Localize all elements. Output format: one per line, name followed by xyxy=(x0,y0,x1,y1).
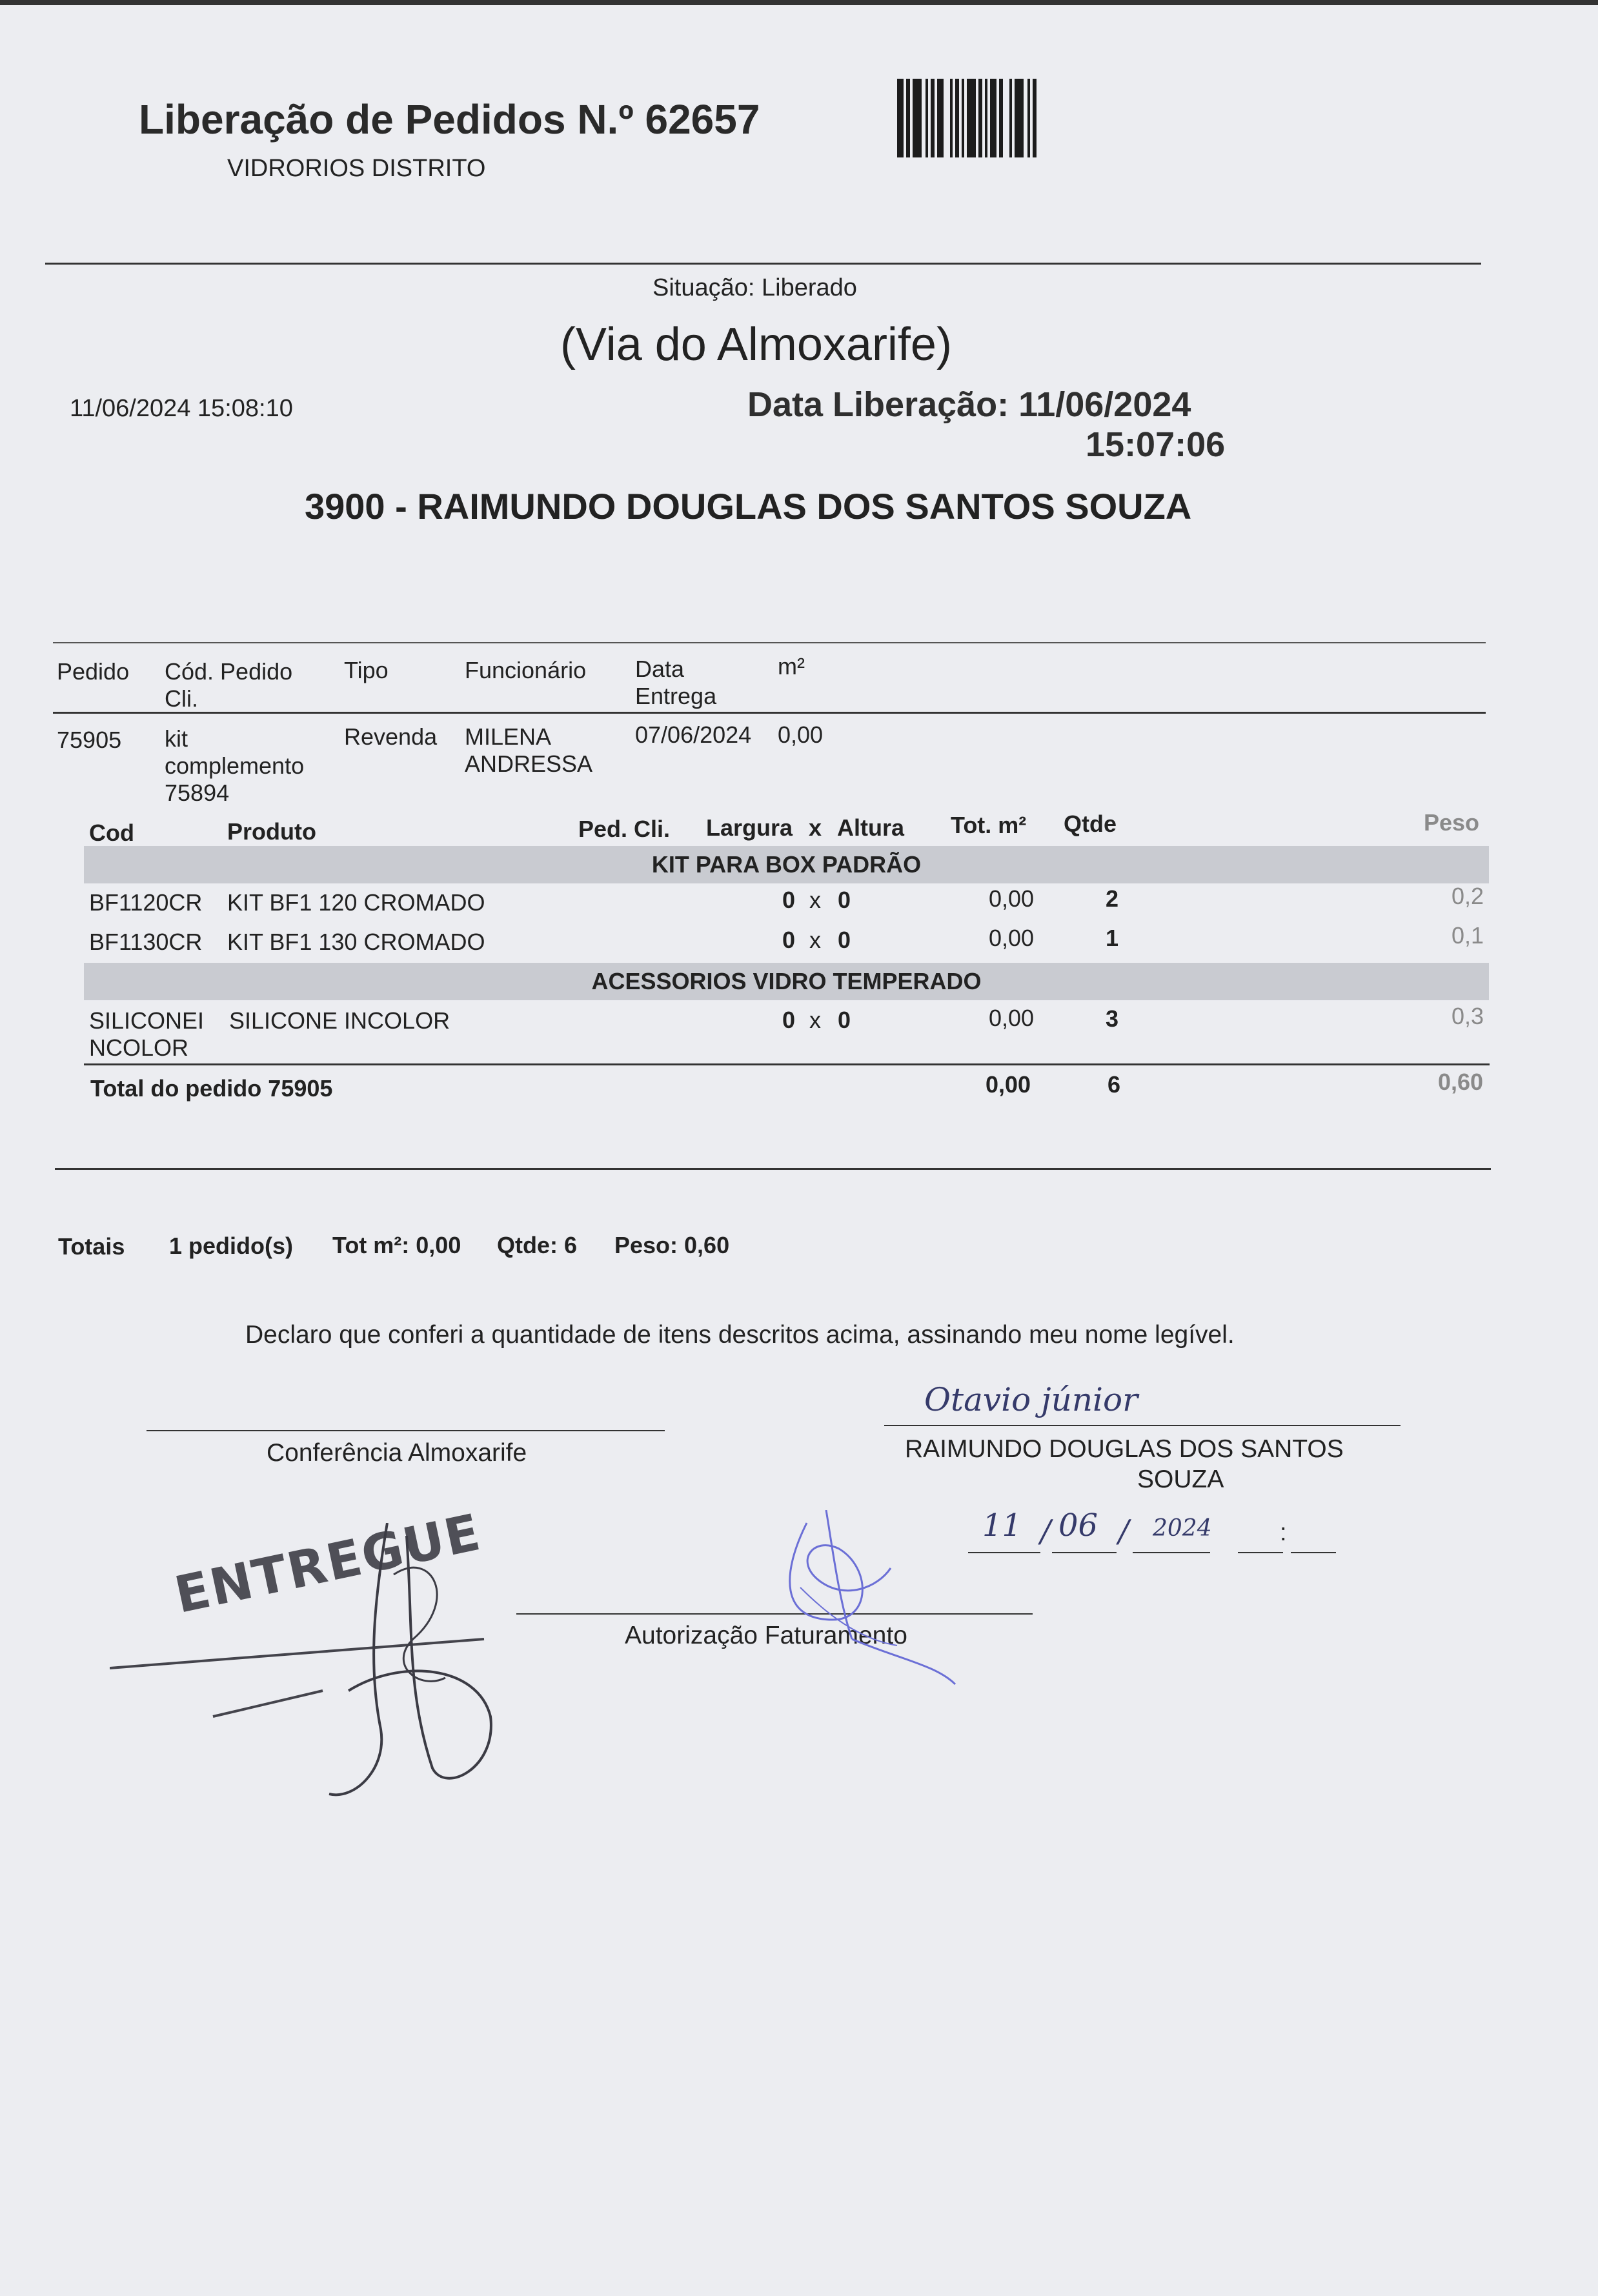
col-header-m2: m² xyxy=(778,653,805,680)
item-cod: BF1130CR xyxy=(89,929,203,955)
col-header-cod-pedido: Cód. Pedido xyxy=(165,658,293,685)
order-total-m2: 0,00 xyxy=(986,1071,1031,1098)
items-header-produto: Produto xyxy=(227,818,316,845)
time-line-minute xyxy=(1291,1552,1336,1553)
col-header-tipo: Tipo xyxy=(344,657,389,683)
handwritten-day: 11 xyxy=(982,1507,1022,1544)
items-header-peso: Peso xyxy=(1424,809,1480,836)
date-line-month xyxy=(1052,1552,1117,1553)
barcode-bar xyxy=(978,79,982,157)
col-header-entrega: Entrega xyxy=(635,683,717,709)
conferencia-label: Conferência Almoxarife xyxy=(267,1439,527,1467)
items-header-largura: Largura xyxy=(706,814,793,841)
barcode-bar xyxy=(906,79,910,157)
items-header-cod: Cod xyxy=(89,820,134,846)
barcode-bar xyxy=(955,79,959,157)
time-line-hour xyxy=(1238,1552,1283,1553)
totals-qtde: Qtde: 6 xyxy=(497,1232,578,1258)
barcode xyxy=(896,79,1149,159)
company-name: VIDRORIOS DISTRITO xyxy=(227,155,486,182)
customer-name-line2: SOUZA xyxy=(1137,1465,1224,1493)
barcode-bar xyxy=(1027,79,1030,157)
signature-line-customer xyxy=(884,1425,1401,1426)
barcode-bar xyxy=(925,79,928,157)
barcode-bar xyxy=(950,79,953,157)
date-separator: / xyxy=(1118,1513,1129,1549)
totals-orders: 1 pedido(s) xyxy=(169,1233,294,1259)
date-separator: / xyxy=(1040,1513,1051,1549)
barcode-bar xyxy=(1009,79,1012,157)
order-client-code: kit xyxy=(165,725,188,752)
order-m2: 0,00 xyxy=(778,721,824,748)
item-cod: SILICONEI xyxy=(89,1007,205,1034)
item-tot-m2: 0,00 xyxy=(989,885,1035,912)
delivery-signature-scribble xyxy=(110,1523,510,1820)
time-separator: : xyxy=(1280,1519,1287,1546)
orders-header-divider xyxy=(53,712,1486,714)
delivered-stamp: ENTREGUE xyxy=(170,1503,487,1625)
item-qtde: 3 xyxy=(1106,1005,1119,1032)
totals-label: Totais xyxy=(58,1233,125,1260)
header-divider xyxy=(45,263,1481,265)
col-header-funcionario: Funcionário xyxy=(465,657,587,683)
handwritten-month: 06 xyxy=(1058,1507,1098,1544)
item-peso: 0,1 xyxy=(1451,922,1484,949)
orders-table-top-border xyxy=(53,642,1486,643)
item-qtde: 1 xyxy=(1106,925,1119,951)
barcode-bar xyxy=(1015,79,1024,157)
barcode-bar xyxy=(967,79,976,157)
authorization-signature-scribble xyxy=(742,1510,968,1697)
order-employee-2: ANDRESSA xyxy=(465,750,593,777)
item-produto: KIT BF1 120 CROMADO xyxy=(227,889,485,916)
item-largura: 0 xyxy=(782,887,796,913)
item-tot-m2: 0,00 xyxy=(989,925,1035,951)
copy-label: (Via do Almoxarife) xyxy=(560,319,952,370)
barcode-bar xyxy=(962,79,964,157)
barcode-bar xyxy=(999,79,1003,157)
col-header-cod-pedido-2: Cli. xyxy=(165,685,198,712)
barcode-bar xyxy=(937,79,944,157)
item-altura: 0 xyxy=(838,887,851,913)
signature-line-conferencia xyxy=(147,1430,665,1431)
totals-divider xyxy=(55,1168,1491,1170)
document-title: Liberação de Pedidos N.º 62657 xyxy=(139,96,760,143)
item-tot-m2: 0,00 xyxy=(989,1005,1035,1031)
item-altura: 0 xyxy=(838,927,851,953)
group-label-acessorios: ACESSORIOS VIDRO TEMPERADO xyxy=(591,968,982,994)
printed-timestamp: 11/06/2024 15:08:10 xyxy=(70,395,293,422)
order-employee: MILENA xyxy=(465,723,552,750)
autorizacao-label: Autorização Faturamento xyxy=(625,1622,907,1649)
items-header-altura: Altura xyxy=(837,814,905,841)
item-cod: BF1120CR xyxy=(89,889,203,916)
item-cod-continued: NCOLOR xyxy=(89,1034,189,1061)
barcode-bar xyxy=(931,79,935,157)
total-divider xyxy=(84,1063,1490,1065)
item-altura: 0 xyxy=(838,1007,851,1033)
order-total-qtde: 6 xyxy=(1107,1071,1121,1098)
handwritten-year: 2024 xyxy=(1153,1515,1212,1542)
order-total-peso: 0,60 xyxy=(1438,1069,1484,1095)
group-band-kit-box xyxy=(84,846,1489,883)
barcode-bar xyxy=(985,79,987,157)
col-header-data: Data xyxy=(635,656,685,682)
order-client-code-3: 75894 xyxy=(165,780,230,806)
item-produto: KIT BF1 130 CROMADO xyxy=(227,929,485,955)
group-label-kit-box: KIT PARA BOX PADRÃO xyxy=(651,851,922,878)
items-header-x: x xyxy=(809,814,822,841)
group-band-acessorios xyxy=(84,963,1489,1000)
items-header-qtde: Qtde xyxy=(1064,811,1117,837)
order-total-label: Total do pedido 75905 xyxy=(90,1075,333,1102)
date-line-year xyxy=(1133,1552,1210,1553)
customer-name-line1: RAIMUNDO DOUGLAS DOS SANTOS xyxy=(905,1435,1344,1463)
date-line-day xyxy=(968,1552,1040,1553)
scan-top-edge xyxy=(0,0,1598,5)
col-header-pedido: Pedido xyxy=(57,658,130,685)
situation-label: Situação: Liberado xyxy=(652,274,857,301)
item-qtde: 2 xyxy=(1106,885,1119,912)
item-produto: SILICONE INCOLOR xyxy=(229,1007,450,1034)
order-type: Revenda xyxy=(344,723,438,750)
order-client-code-2: complemento xyxy=(165,752,305,779)
release-time: 15:07:06 xyxy=(1086,425,1226,464)
item-largura: 0 xyxy=(782,927,796,953)
item-peso: 0,3 xyxy=(1451,1003,1484,1029)
barcode-bar xyxy=(990,79,996,157)
barcode-bar xyxy=(897,79,904,157)
order-number: 75905 xyxy=(57,727,122,753)
customer-name: 3900 - RAIMUNDO DOUGLAS DOS SANTOS SOUZA xyxy=(305,486,1192,527)
declaration-text: Declaro que conferi a quantidade de itens descritos acima, assinando meu nome legível. xyxy=(245,1321,1235,1349)
release-date: Data Liberação: 11/06/2024 xyxy=(747,385,1191,424)
item-peso: 0,2 xyxy=(1451,883,1484,909)
item-x: x xyxy=(809,927,821,953)
items-header-ped-cli: Ped. Cli. xyxy=(578,816,671,842)
order-delivery-date: 07/06/2024 xyxy=(635,721,752,748)
item-largura: 0 xyxy=(782,1007,796,1033)
item-x: x xyxy=(809,1007,821,1033)
totals-m2: Tot m²: 0,00 xyxy=(332,1232,461,1258)
barcode-bar xyxy=(913,79,922,157)
items-header-tot-m2: Tot. m² xyxy=(951,812,1027,838)
item-x: x xyxy=(809,887,821,913)
customer-signature: Otavio júnior xyxy=(924,1381,1138,1418)
totals-peso: Peso: 0,60 xyxy=(614,1232,730,1258)
barcode-bar xyxy=(1033,79,1037,157)
